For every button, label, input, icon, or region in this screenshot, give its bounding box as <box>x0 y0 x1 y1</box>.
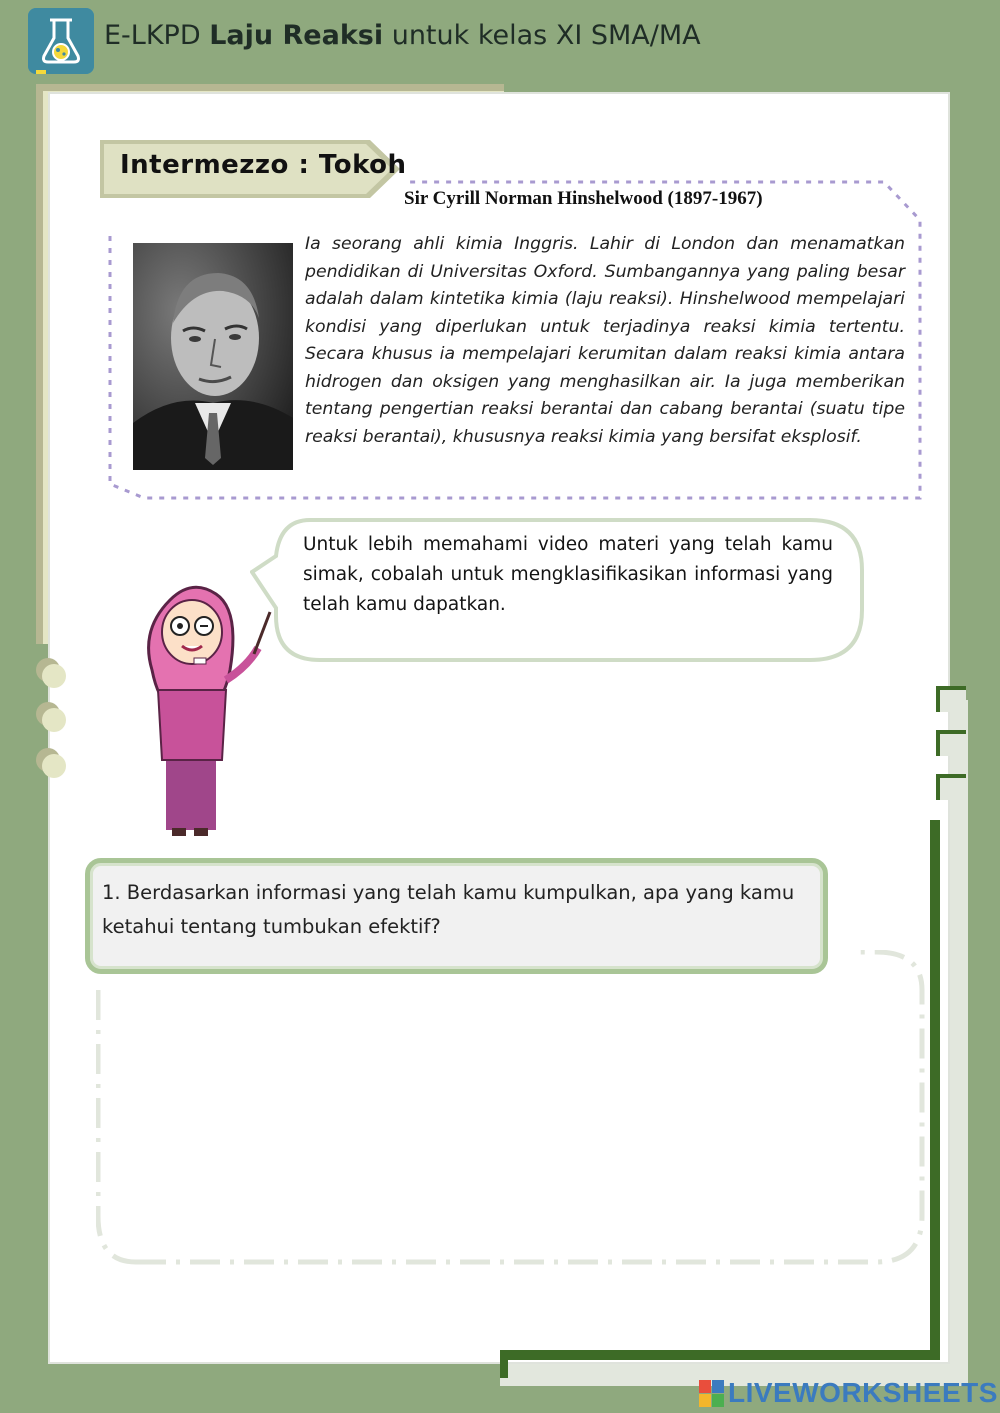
liveworksheets-watermark: LIVEWORKSHEETS <box>728 1377 998 1408</box>
portrait-photo <box>133 243 293 470</box>
binder-tab <box>936 686 966 712</box>
header-title-bold: Laju Reaksi <box>209 20 384 51</box>
question-text: 1. Berdasarkan informasi yang telah kamu kumpulkan, apa yang kamu ketahui tentang tumbukan efektif? <box>102 881 795 938</box>
binder-tab <box>936 774 966 800</box>
figure-name: Sir Cyrill Norman Hinshelwood (1897-1967) <box>404 188 763 209</box>
flask-icon <box>28 8 94 74</box>
speech-bubble-text: Untuk lebih memahami video materi yang telah kamu simak, cobalah untuk mengklasifikasikan informasi yang telah kamu dapatkan. <box>303 534 833 615</box>
green-border-corner <box>500 1350 508 1378</box>
header-title-suffix: untuk kelas XI SMA/MA <box>383 20 701 51</box>
green-border-bottom <box>500 1350 940 1360</box>
intermezzo-label: Intermezzo : Tokoh <box>120 150 407 180</box>
binder-tab <box>936 730 966 756</box>
green-border-right <box>930 820 940 1360</box>
liveworksheets-logo-icon <box>699 1380 725 1408</box>
binder-ring <box>42 754 66 778</box>
header-title-prefix: E-LKPD <box>104 20 210 51</box>
page-header-title <box>104 20 701 51</box>
binder-ring <box>42 664 66 688</box>
binder-ring <box>42 708 66 732</box>
bio-text: Ia seorang ahli kimia Inggris. Lahir di London dan menamatkan pendidikan di Universitas Oxford. Sumbangannya yang paling besar adalah dalam kintetika kimia (laju reaksi). Hinshelwood mempelajari kondisi yang diperlukan untuk terjadinya reaksi kimia tertentu. Secara khusus ia mempelajari kerumitan dalam reaksi kimia antara hidrogen dan oksigen yang menghasilkan air. Ia juga memberikan tentang pengertian reaksi berantai dan cabang berantai (suatu tipe reaksi berantai), khususnya reaksi kimia yang bersifat eksplosif. <box>305 234 905 447</box>
answer-textarea[interactable] <box>120 990 904 1244</box>
